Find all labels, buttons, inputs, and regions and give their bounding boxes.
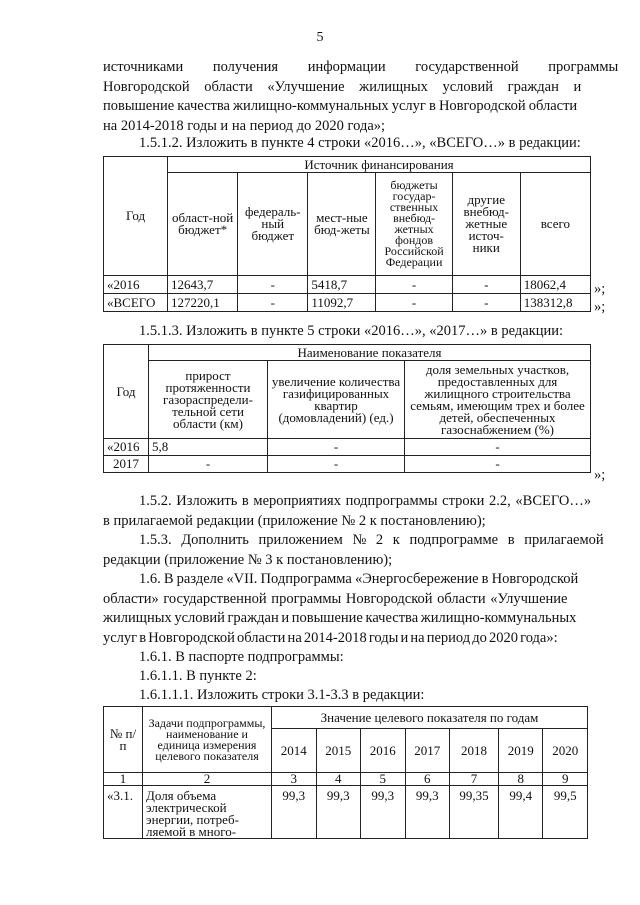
index-cell: 6 <box>405 773 450 786</box>
paragraph-line: на 2014-2018 годы и на период до 2020 года»; <box>103 117 386 134</box>
header-number: № п/п <box>104 707 143 773</box>
cell-land-share: - <box>405 456 591 473</box>
index-cell: 4 <box>316 773 361 786</box>
cell-value-2015: 99,3 <box>316 786 361 839</box>
table-row <box>104 294 591 312</box>
cell-value-2019: 99,4 <box>498 786 543 839</box>
paragraph-1-5-3 <box>103 531 603 570</box>
cell-federal: - <box>238 294 308 312</box>
financing-table <box>103 156 591 312</box>
header-year-2015: 2015 <box>316 729 361 773</box>
index-cell: 1 <box>104 773 143 786</box>
cell-local: 5418,7 <box>308 276 376 294</box>
paragraph-1-6-1-1: 1.6.1.1. В пункте 2: <box>139 668 257 684</box>
target-indicator-table <box>103 706 588 839</box>
header-group-financing: Источник финансирования <box>168 157 591 173</box>
cell-state-funds: - <box>376 276 452 294</box>
header-federal-budget: федераль-ный бюджет <box>238 173 308 276</box>
cell-value-2020: 99,5 <box>543 786 588 839</box>
paragraph-line: 1.5.2. Изложить в мероприятиях подпрограммы строки 2.2, «ВСЕГО…» <box>139 493 592 509</box>
header-year: Год <box>104 345 149 439</box>
cell-pipeline: 5,8 <box>149 439 268 456</box>
table-row <box>104 786 588 839</box>
paragraph-1-6-1: 1.6.1. В паспорте подпрограммы: <box>139 649 344 665</box>
header-year-2020: 2020 <box>543 729 588 773</box>
header-group-indicator: Наименование показателя <box>149 345 591 361</box>
index-cell: 8 <box>498 773 543 786</box>
cell-total: 138312,8 <box>520 294 590 312</box>
header-year-2016: 2016 <box>361 729 406 773</box>
cell-number: «3.1. <box>104 786 143 839</box>
cell-year: «2016 <box>104 439 149 456</box>
cell-year: 2017 <box>104 456 149 473</box>
paragraph-line: Новгородской области «Улучшение жилищных условий граждан и <box>103 78 582 95</box>
paragraph-line: источниками получения информации государственной программы <box>103 59 619 75</box>
cell-local: 11092,7 <box>308 294 376 312</box>
header-task: Задачи подпрограммы, наименование и единица измерения целевого показателя <box>143 707 272 773</box>
index-row <box>104 773 588 786</box>
cell-federal: - <box>238 276 308 294</box>
cell-other: - <box>452 294 520 312</box>
page-number: 5 <box>316 30 324 45</box>
paragraph-line: повышение качества жилищно-коммунальных услуг в Новгородской области <box>103 98 578 114</box>
header-other-sources: другие внебюд-жетные источ-ники <box>452 173 520 276</box>
cell-other: - <box>452 276 520 294</box>
paragraph-line: 1.5.3. Дополнить приложением № 2 к подпрограмме в прилагаемой <box>139 532 604 548</box>
paragraph-line: 1.6. В разделе «VII. Подпрограмма «Энергосбережение в Новгородской <box>139 571 579 587</box>
cell-regional: 127220,1 <box>168 294 238 312</box>
index-cell: 9 <box>543 773 588 786</box>
header-group-values: Значение целевого показателя по годам <box>272 707 588 729</box>
paragraph-line: услуг в Новгородской области на 2014-2018 годы и на период до 2020 года»: <box>103 629 558 646</box>
cell-value-2016: 99,3 <box>361 786 406 839</box>
paragraph-1-5-1-2: 1.5.1.2. Изложить в пункте 4 строки «2016…», «ВСЕГО…» в редакции: <box>139 135 581 151</box>
header-total: всего <box>520 173 590 276</box>
index-cell: 7 <box>450 773 499 786</box>
paragraph-1-5-1-3: 1.5.1.3. Изложить в пункте 5 строки «2016…», «2017…» в редакции: <box>139 323 564 339</box>
header-pipeline-growth: прирост протяженности газораспредели-тельной сети области (км) <box>149 361 268 439</box>
header-state-funds: бюджеты государ-ственных внебюд-жетных фондов Российской Федерации <box>376 173 452 276</box>
paragraph-1-6 <box>103 570 603 648</box>
row-end-mark: »; <box>594 299 606 315</box>
indicator-table <box>103 344 591 473</box>
cell-task: Доля объема электрической энергии, потреб-ляемой в много- <box>143 786 272 839</box>
header-gasified-apartments: увеличение количества газифицированных квартир (домовладений) (ед.) <box>268 361 405 439</box>
cell-pipeline: - <box>149 456 268 473</box>
table-row <box>104 456 591 473</box>
header-year-2019: 2019 <box>498 729 543 773</box>
header-year: Год <box>104 157 168 276</box>
cell-total: 18062,4 <box>520 276 590 294</box>
header-year-2014: 2014 <box>272 729 317 773</box>
cell-year: «ВСЕГО <box>104 294 168 312</box>
cell-year: «2016 <box>104 276 168 294</box>
paragraph-line: области» государственной программы Новгородской области «Улучшение <box>103 590 568 607</box>
header-year-2017: 2017 <box>405 729 450 773</box>
table-row <box>104 276 591 294</box>
cell-value-2017: 99,3 <box>405 786 450 839</box>
paragraph-line: редакции (приложение № 3 к постановлению); <box>103 551 393 568</box>
paragraph-intro <box>103 58 619 136</box>
cell-state-funds: - <box>376 294 452 312</box>
header-local-budgets: мест-ные бюд-жеты <box>308 173 376 276</box>
paragraph-1-6-1-1-1: 1.6.1.1.1. Изложить строки 3.1-3.3 в редакции: <box>139 687 425 703</box>
paragraph-line: в прилагаемой редакции (приложение № 2 к постановлению); <box>103 512 486 529</box>
cell-value-2014: 99,3 <box>272 786 317 839</box>
row-end-mark: »; <box>594 281 606 297</box>
header-regional-budget: област-ной бюджет* <box>168 173 238 276</box>
header-land-plots-share: доля земельных участков, предоставленных для жилищного строительства семьям, имеющим трех и более детей, обеспеченных газоснабжением (%) <box>405 361 591 439</box>
cell-apartments: - <box>268 456 405 473</box>
paragraph-1-5-2 <box>103 492 603 531</box>
index-cell: 5 <box>361 773 406 786</box>
cell-regional: 12643,7 <box>168 276 238 294</box>
cell-land-share: - <box>405 439 591 456</box>
cell-value-2018: 99,35 <box>450 786 499 839</box>
row-end-mark: »; <box>594 467 606 483</box>
index-cell: 2 <box>143 773 272 786</box>
paragraph-line: жилищных условий граждан и повышение качества жилищно-коммунальных <box>103 610 577 626</box>
table-row <box>104 439 591 456</box>
header-year-2018: 2018 <box>450 729 499 773</box>
index-cell: 3 <box>272 773 317 786</box>
cell-apartments: - <box>268 439 405 456</box>
